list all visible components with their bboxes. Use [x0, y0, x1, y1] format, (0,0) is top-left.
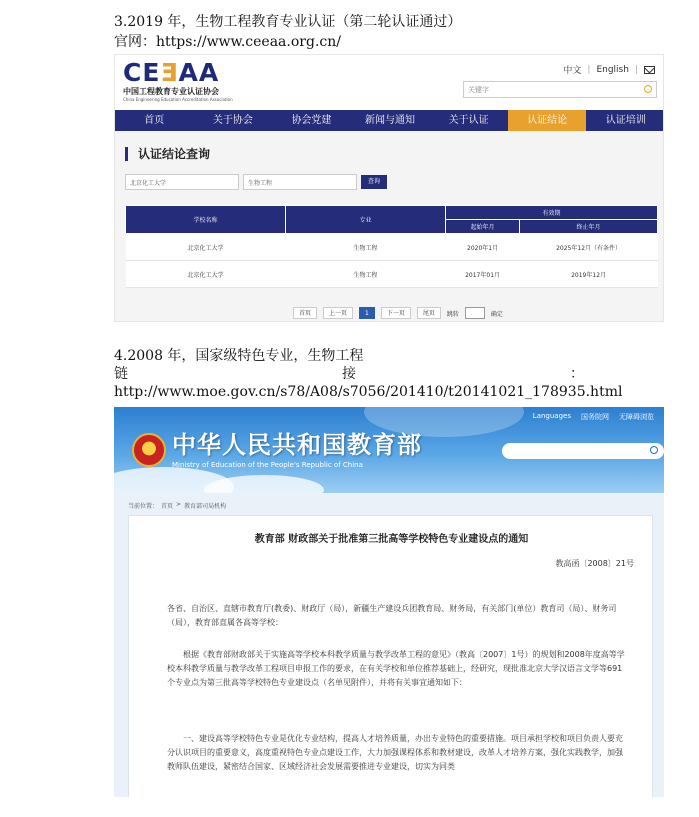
doc-line-ceeaa-item: 3.2019 年，生物工程教育专业认证（第二轮认证通过）: [114, 14, 462, 30]
moe-title[interactable]: 中华人民共和国教育部: [172, 431, 422, 459]
next-page-button[interactable]: 下一页: [381, 307, 411, 319]
doc-line-moe-url[interactable]: http://www.moe.gov.cn/s78/A08/s7056/201410/t20141021_178935.html: [114, 384, 623, 400]
ceeaa-toplinks: 中文 | English |: [563, 63, 655, 76]
col-school: 学校名称: [126, 206, 286, 234]
ceeaa-logo-cn: 中国工程教育专业认证协会: [123, 87, 219, 96]
ceeaa-main-nav: [115, 110, 664, 131]
breadcrumb-home[interactable]: 首页: [161, 503, 174, 510]
last-page-button[interactable]: 尾页: [417, 307, 441, 319]
moe-content-area: [114, 493, 664, 797]
moe-banner: [114, 407, 664, 493]
gov-link[interactable]: 国务院网: [581, 413, 609, 421]
mail-icon[interactable]: [644, 66, 655, 74]
moe-subtitle: Ministry of Education of the People's Republic of China: [172, 461, 363, 469]
nav-home[interactable]: 首页: [144, 115, 165, 126]
article-panel: [128, 515, 653, 797]
col-end: 终止年月: [520, 220, 658, 234]
jump-page-input[interactable]: [465, 307, 485, 319]
article-para-3: 一、建设高等学校特色专业是优化专业结构，提高人才培养质量，办出专业特色的重要措施。项目承担学校和项目负责人要充分认识项目的重要意义，高度重视特色专业点建设工作，大力加强课程体系和教材建设，改革人才培养方案，强化实践教学，加强教师队伍建设，紧密结合国家、区域经济社会发展需要推进专业建设，切实为同类: [167, 734, 623, 771]
jump-confirm-button[interactable]: 确定: [490, 310, 503, 318]
breadcrumb-dept[interactable]: 教育部司局机构: [184, 503, 227, 510]
ceeaa-content: [115, 131, 664, 322]
nav-news[interactable]: 新闻与通知: [365, 115, 416, 126]
nav-party[interactable]: 协会党建: [291, 115, 332, 126]
table-row: 北京化工大学 生物工程 2020年1月 2025年12月（有条件）: [126, 234, 658, 261]
ceeaa-screenshot: [114, 54, 664, 322]
col-start: 起始年月: [446, 220, 520, 234]
article-para-2: 根据《教育部财政部关于实施高等学校本科教学质量与教学改革工程的意见》（教高〔2007〕1号）的规划和2008年度高等学校本科教学质量与教学改革工程项目申报工作的要求，在有关学校和单位推荐基础上，经研究，现批准北京大学汉语言文学等691个专业点为第三批高等学校特色专业建设点（名单见附件），并将有关事宜通知如下：: [167, 650, 625, 687]
jump-label: 跳转: [446, 310, 459, 318]
table-row: 北京化工大学 生物工程 2017年01月 2019年12月: [126, 261, 658, 288]
lang-en-link[interactable]: English: [596, 64, 629, 75]
nav-about[interactable]: 关于协会: [212, 115, 253, 126]
national-emblem-icon: [132, 433, 166, 467]
moe-screenshot: [114, 407, 664, 797]
search-icon[interactable]: [650, 446, 658, 454]
accessibility-link[interactable]: 无障碍浏览: [619, 413, 654, 421]
doc-line-ceeaa-url: 官网：https://www.ceeaa.org.cn/: [114, 34, 341, 50]
nav-accreditation-results[interactable]: 认证结论: [508, 110, 587, 131]
pagination: [293, 307, 503, 319]
first-page-button[interactable]: 首页: [293, 307, 317, 319]
doc-line-link-label: 链 接 ：: [114, 366, 584, 382]
major-input[interactable]: 生物工程: [243, 174, 357, 190]
article-title: 教育部 财政部关于批准第三批高等学校特色专业建设点的通知: [254, 534, 529, 545]
results-table: [125, 205, 658, 288]
moe-search-input[interactable]: [502, 443, 664, 459]
moe-toplinks: [533, 412, 654, 422]
document-number: 教高函〔2008〕21号: [555, 559, 634, 568]
ceeaa-logo-en: China Engineering Education Accreditation Association: [123, 97, 233, 102]
nav-about-accreditation[interactable]: 关于认证: [448, 115, 489, 126]
query-button[interactable]: 查询: [361, 175, 387, 189]
breadcrumb: 当前位置： 首页 > 教育部司局机构: [128, 501, 227, 510]
doc-line-moe-item: 4.2008 年，国家级特色专业，生物工程: [114, 348, 364, 364]
nav-training[interactable]: 认证培训: [605, 115, 646, 126]
page-title: 认证结论查询: [125, 147, 210, 161]
prev-page-button[interactable]: 上一页: [323, 307, 353, 319]
article-para-1: 各省、自治区、直辖市教育厅(教委)、财政厅（局），新疆生产建设兵团教育局、财务局，有关部门(单位）教育司（局）、财务司（局），教育部直属各高等学校：: [167, 604, 617, 627]
ceeaa-header: [115, 55, 664, 109]
school-input[interactable]: 北京化工大学: [125, 174, 239, 190]
ceeaa-search-input[interactable]: 关键字: [463, 81, 657, 98]
languages-link[interactable]: Languages: [532, 412, 571, 420]
lang-zh-link[interactable]: 中文: [563, 66, 582, 76]
ceeaa-logo[interactable]: CEƎAA 中国工程教育专业认证协会 China Engineering Education Accreditation Association: [123, 58, 233, 102]
col-validity: 有效期: [446, 206, 658, 220]
search-icon[interactable]: [644, 85, 652, 93]
current-page[interactable]: 1: [359, 307, 375, 319]
col-major: 专业: [286, 206, 446, 234]
